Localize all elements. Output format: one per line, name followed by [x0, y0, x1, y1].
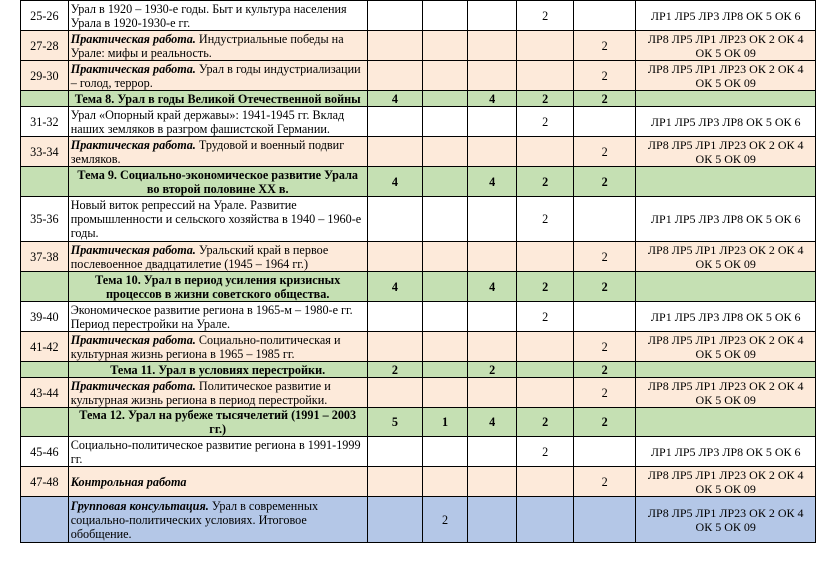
hours-cell: 2 [573, 31, 635, 61]
competencies-cell [636, 362, 816, 378]
topic-cell [68, 61, 367, 91]
hours-cell [423, 1, 468, 31]
hours-cell [367, 467, 423, 497]
lesson-row [21, 378, 816, 408]
hours-cell: 4 [467, 272, 517, 302]
hours-cell [423, 332, 468, 362]
hours-cell [573, 1, 635, 31]
work-type-label: Групповая консультация. [70, 498, 209, 513]
topic-text: Политическое развитие и культурная жизнь региона в период перестройки. [70, 378, 331, 407]
hours-cell [367, 137, 423, 167]
hours-cell [467, 107, 517, 137]
topic-text: Новый виток репрессий на Урале. Развитие промышленности и сельского хозяйства в 1940 – 1960-е годы. [70, 198, 362, 240]
topic-text: Социально-политическая и культурная жизнь региона в 1965 – 1985 гг. [70, 332, 341, 361]
topic-cell [68, 1, 367, 31]
hours-cell: 2 [573, 137, 635, 167]
topic-cell [68, 107, 367, 137]
work-type-label: Практическая работа. [70, 332, 196, 347]
hours-cell [573, 302, 635, 332]
hours-cell [467, 302, 517, 332]
work-type-label: Практическая работа. [70, 31, 196, 46]
hours-cell [367, 107, 423, 137]
hours-cell [423, 242, 468, 272]
hours-cell [467, 197, 517, 242]
lesson-number-cell: 29-30 [21, 61, 69, 91]
hours-cell: 2 [573, 378, 635, 408]
competencies-cell: ЛР1 ЛР5 ЛР3 ЛР8 ОК 5 ОК 6 [636, 302, 816, 332]
hours-cell [423, 107, 468, 137]
competencies-cell [636, 167, 816, 197]
topic-cell [68, 467, 367, 497]
competencies-cell: ЛР1 ЛР5 ЛР3 ЛР8 ОК 5 ОК 6 [636, 1, 816, 31]
lesson-number-cell: 33-34 [21, 137, 69, 167]
hours-cell: 2 [573, 242, 635, 272]
hours-cell [573, 197, 635, 242]
competencies-cell [636, 272, 816, 302]
hours-cell: 1 [423, 408, 468, 437]
hours-cell [467, 437, 517, 467]
hours-cell: 2 [517, 408, 574, 437]
hours-cell [517, 31, 574, 61]
topic-text: Тема 11. Урал в условиях перестройки. [110, 362, 326, 377]
lesson-row [21, 197, 816, 242]
hours-cell [467, 1, 517, 31]
hours-cell [367, 197, 423, 242]
hours-cell [467, 31, 517, 61]
topic-text: Трудовой и военный подвиг земляков. [70, 137, 345, 166]
hours-cell: 4 [367, 91, 423, 107]
hours-cell: 2 [517, 1, 574, 31]
hours-cell: 2 [517, 107, 574, 137]
hours-cell [367, 497, 423, 543]
hours-cell [467, 61, 517, 91]
competencies-cell: ЛР1 ЛР5 ЛР3 ЛР8 ОК 5 ОК 6 [636, 197, 816, 242]
topic-cell [68, 362, 367, 378]
lesson-number-cell: 41-42 [21, 332, 69, 362]
hours-cell: 2 [573, 272, 635, 302]
topic-text: Тема 12. Урал на рубеже тысячелетий (1991 – 2003 гг.) [79, 408, 357, 436]
lesson-number-cell: 39-40 [21, 302, 69, 332]
hours-cell [367, 61, 423, 91]
hours-cell [423, 197, 468, 242]
topic-cell [68, 242, 367, 272]
hours-cell [467, 332, 517, 362]
topic-text: Тема 8. Урал в годы Великой Отечественной войны [74, 91, 361, 106]
work-type-label: Практическая работа. [70, 378, 196, 393]
hours-cell [423, 467, 468, 497]
hours-cell [467, 467, 517, 497]
hours-cell: 2 [423, 497, 468, 543]
topic-cell [68, 332, 367, 362]
hours-cell: 2 [573, 61, 635, 91]
hours-cell: 2 [517, 167, 574, 197]
hours-cell: 2 [573, 408, 635, 437]
hours-cell: 4 [467, 167, 517, 197]
hours-cell: 2 [517, 197, 574, 242]
work-type-label: Практическая работа. [70, 242, 196, 257]
lesson-number-cell: 35-36 [21, 197, 69, 242]
hours-cell [367, 378, 423, 408]
competencies-cell: ЛР8 ЛР5 ЛР1 ЛР23 ОК 2 ОК 4 ОК 5 ОК 09 [636, 31, 816, 61]
hours-cell [423, 91, 468, 107]
lesson-number-cell [21, 408, 69, 437]
hours-cell: 2 [573, 91, 635, 107]
competencies-cell: ЛР8 ЛР5 ЛР1 ЛР23 ОК 2 ОК 4 ОК 5 ОК 09 [636, 497, 816, 543]
lesson-row [21, 31, 816, 61]
topic-text: Индустриальные победы на Урале: мифы и реальность. [70, 31, 344, 60]
competencies-cell: ЛР1 ЛР5 ЛР3 ЛР8 ОК 5 ОК 6 [636, 107, 816, 137]
work-type-label: Контрольная работа [70, 474, 187, 489]
topic-cell [68, 408, 367, 437]
topic-cell [68, 378, 367, 408]
theme-row [21, 91, 816, 107]
topic-text: Социально-политическое развитие региона в 1991-1999 гг. [70, 437, 361, 466]
thematic-plan-table [20, 0, 816, 543]
hours-cell [517, 61, 574, 91]
topic-cell [68, 197, 367, 242]
hours-cell [423, 437, 468, 467]
hours-cell [573, 107, 635, 137]
hours-cell [467, 378, 517, 408]
hours-cell [423, 302, 468, 332]
hours-cell [467, 242, 517, 272]
competencies-cell: ЛР8 ЛР5 ЛР1 ЛР23 ОК 2 ОК 4 ОК 5 ОК 09 [636, 332, 816, 362]
hours-cell [573, 437, 635, 467]
lesson-row [21, 107, 816, 137]
topic-cell [68, 137, 367, 167]
lesson-number-cell [21, 91, 69, 107]
lesson-row [21, 242, 816, 272]
hours-cell: 2 [517, 272, 574, 302]
hours-cell: 4 [367, 272, 423, 302]
hours-cell [467, 497, 517, 543]
hours-cell: 2 [573, 467, 635, 497]
hours-cell [367, 1, 423, 31]
hours-cell [517, 137, 574, 167]
work-type-label: Практическая работа. [70, 61, 196, 76]
hours-cell [367, 332, 423, 362]
lesson-row [21, 437, 816, 467]
lesson-row [21, 1, 816, 31]
topic-text: Урал в современных социально-политических условиях. Итоговое обобщение. [70, 498, 319, 541]
hours-cell: 4 [367, 167, 423, 197]
theme-row [21, 362, 816, 378]
lesson-number-cell [21, 167, 69, 197]
topic-cell [68, 91, 367, 107]
hours-cell [423, 137, 468, 167]
lesson-number-cell: 45-46 [21, 437, 69, 467]
lesson-row [21, 467, 816, 497]
hours-cell: 2 [367, 362, 423, 378]
topic-cell [68, 497, 367, 543]
hours-cell [367, 302, 423, 332]
hours-cell [517, 378, 574, 408]
consultation-row [21, 497, 816, 543]
topic-text: Уральский край в первое послевоенное двадцатилетие (1945 – 1964 гг.) [70, 242, 329, 271]
lesson-number-cell: 25-26 [21, 1, 69, 31]
lesson-number-cell [21, 497, 69, 543]
hours-cell [517, 362, 574, 378]
competencies-cell: ЛР8 ЛР5 ЛР1 ЛР23 ОК 2 ОК 4 ОК 5 ОК 09 [636, 61, 816, 91]
hours-cell [517, 332, 574, 362]
theme-row [21, 167, 816, 197]
lesson-number-cell: 37-38 [21, 242, 69, 272]
competencies-cell: ЛР1 ЛР5 ЛР3 ЛР8 ОК 5 ОК 6 [636, 437, 816, 467]
hours-cell: 2 [517, 91, 574, 107]
hours-cell [423, 362, 468, 378]
hours-cell: 2 [573, 362, 635, 378]
hours-cell [367, 242, 423, 272]
hours-cell [423, 167, 468, 197]
hours-cell [423, 31, 468, 61]
hours-cell [517, 242, 574, 272]
hours-cell: 2 [573, 332, 635, 362]
topic-cell [68, 302, 367, 332]
lesson-number-cell: 47-48 [21, 467, 69, 497]
topic-cell [68, 31, 367, 61]
hours-cell [517, 467, 574, 497]
hours-cell [423, 272, 468, 302]
competencies-cell [636, 408, 816, 437]
hours-cell: 2 [517, 302, 574, 332]
hours-cell: 2 [573, 167, 635, 197]
hours-cell: 2 [467, 362, 517, 378]
topic-text: Экономическое развитие региона в 1965-м – 1980-е гг. Период перестройки на Урале. [70, 302, 353, 331]
topic-cell [68, 437, 367, 467]
theme-row [21, 272, 816, 302]
competencies-cell: ЛР8 ЛР5 ЛР1 ЛР23 ОК 2 ОК 4 ОК 5 ОК 09 [636, 242, 816, 272]
lesson-row [21, 61, 816, 91]
competencies-cell: ЛР8 ЛР5 ЛР1 ЛР23 ОК 2 ОК 4 ОК 5 ОК 09 [636, 137, 816, 167]
lesson-row [21, 332, 816, 362]
hours-cell: 5 [367, 408, 423, 437]
topic-text: Урал в 1920 – 1930-е годы. Быт и культура населения Урала в 1920-1930-е гг. [70, 1, 347, 30]
hours-cell [423, 61, 468, 91]
hours-cell: 4 [467, 408, 517, 437]
topic-text: Урал в годы индустриализации – голод, террор. [70, 61, 361, 90]
topic-cell [68, 272, 367, 302]
lesson-number-cell [21, 272, 69, 302]
topic-cell [68, 167, 367, 197]
hours-cell: 4 [467, 91, 517, 107]
competencies-cell: ЛР8 ЛР5 ЛР1 ЛР23 ОК 2 ОК 4 ОК 5 ОК 09 [636, 378, 816, 408]
lesson-number-cell: 31-32 [21, 107, 69, 137]
hours-cell [367, 437, 423, 467]
lesson-row [21, 137, 816, 167]
topic-text: Урал «Опорный край державы»: 1941-1945 гг. Вклад наших земляков в разгром фашистской Германии. [70, 107, 345, 136]
competencies-cell [636, 91, 816, 107]
topic-text: Тема 9. Социально-экономическое развитие Урала во второй половине XX в. [77, 167, 358, 196]
hours-cell [367, 31, 423, 61]
lesson-number-cell: 27-28 [21, 31, 69, 61]
hours-cell [573, 497, 635, 543]
hours-cell: 2 [517, 437, 574, 467]
topic-text: Тема 10. Урал в период усиления кризисных процессов в жизни советского общества. [95, 272, 341, 301]
theme-row [21, 408, 816, 437]
work-type-label: Практическая работа. [70, 137, 196, 152]
hours-cell [423, 378, 468, 408]
lesson-number-cell [21, 362, 69, 378]
lesson-number-cell: 43-44 [21, 378, 69, 408]
competencies-cell: ЛР8 ЛР5 ЛР1 ЛР23 ОК 2 ОК 4 ОК 5 ОК 09 [636, 467, 816, 497]
lesson-row [21, 302, 816, 332]
hours-cell [517, 497, 574, 543]
hours-cell [467, 137, 517, 167]
